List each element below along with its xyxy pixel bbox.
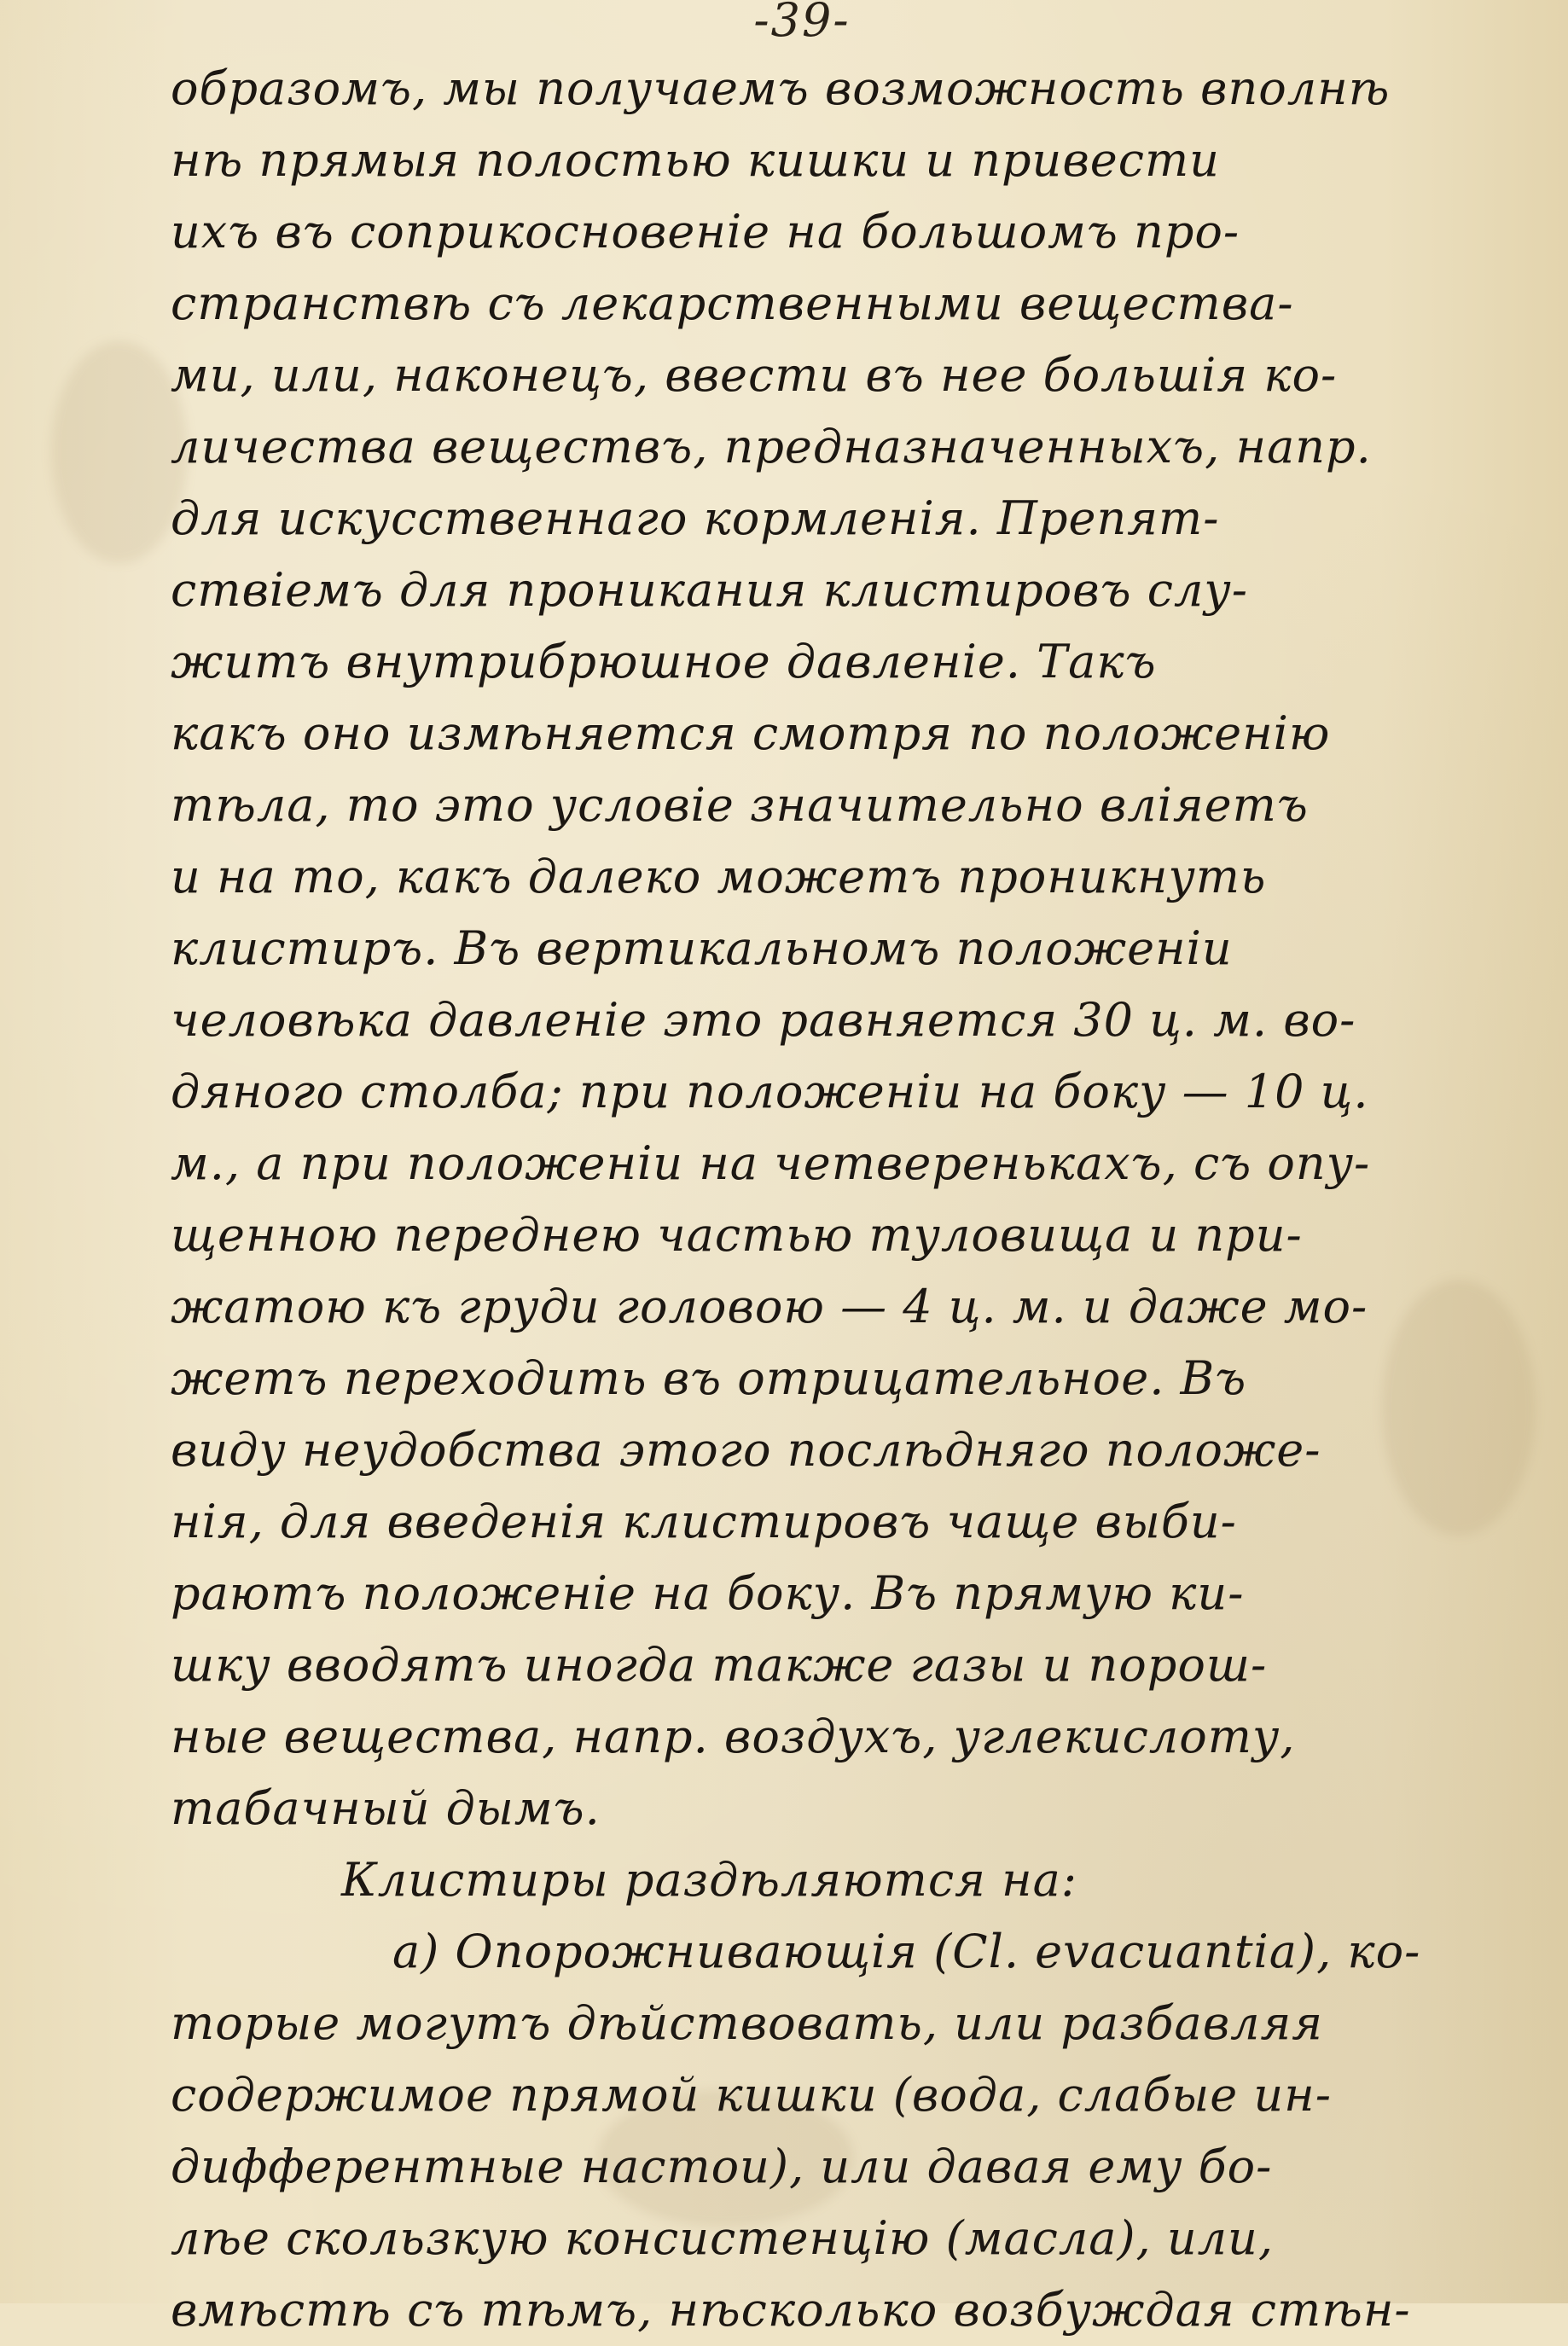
text-line: дяного столба; при положеніи на боку — 10 ц. <box>171 1065 1369 1118</box>
text-line: клистиръ. Въ вертикальномъ положеніи <box>171 921 1233 975</box>
list-item-a: а) Опорожнивающія (Cl. evacuantia), ко- <box>392 1925 1421 1978</box>
text-line: нѣ прямыя полостью кишки и привести <box>171 133 1220 187</box>
text-line: раютъ положеніе на боку. Въ прямую ки- <box>171 1566 1245 1620</box>
text-line: человѣка давленіе это равняется 30 ц. м. во- <box>171 993 1356 1047</box>
text-line: для искусственнаго кормленія. Препят- <box>171 491 1220 545</box>
handwritten-text <box>171 53 1501 2346</box>
text-line: и на то, какъ далеко можетъ проникнуть <box>171 850 1267 903</box>
text-line: содержимое прямой кишки (вода, слабые ин- <box>171 2068 1332 2122</box>
text-line: ствіемъ для проникания клистировъ слу- <box>171 563 1248 617</box>
text-line: ми, или, наконецъ, ввести въ нее большія ко- <box>171 348 1338 402</box>
text-line: образомъ, мы получаемъ возможность вполнѣ <box>171 61 1391 115</box>
text-line: жатою къ груди головою — 4 ц. м. и даже мо- <box>171 1280 1368 1333</box>
text-line: щенною переднею частью туловища и при- <box>171 1208 1303 1262</box>
text-line: м., а при положеніи на четверенькахъ, съ опу- <box>171 1136 1371 1190</box>
text-line: ные вещества, напр. воздухъ, углекислоту, <box>171 1710 1296 1763</box>
text-line: нія, для введенія клистировъ чаще выби- <box>171 1495 1237 1548</box>
text-line: личества веществъ, предназначенныхъ, напр. <box>171 420 1372 473</box>
text-line: дифферентные настои), или давая ему бо- <box>171 2140 1273 2193</box>
text-line: странствѣ съ лекарственными вещества- <box>171 276 1294 330</box>
text-line: житъ внутрибрюшное давленіе. Такъ <box>171 635 1157 688</box>
text-line: жетъ переходить въ отрицательное. Въ <box>171 1351 1247 1405</box>
text-line: лѣе скользкую консистенцію (масла), или, <box>171 2211 1274 2265</box>
page-number: -39- <box>753 0 851 47</box>
text-line: виду неудобства этого послѣдняго положе- <box>171 1423 1321 1477</box>
text-line: тѣла, то это условіе значительно вліяетъ <box>171 778 1309 832</box>
section-heading: Клистиры раздѣляются на: <box>341 1853 1077 1907</box>
text-line: торые могутъ дѣйствовать, или разбавляя <box>171 1996 1324 2050</box>
text-line: какъ оно измѣняется смотря по положенію <box>171 706 1331 760</box>
paper-stain <box>51 341 188 563</box>
text-line: шку вводятъ иногда также газы и порош- <box>171 1638 1268 1692</box>
text-line: табачный дымъ. <box>171 1781 601 1835</box>
text-line: ихъ въ соприкосновеніе на большомъ про- <box>171 205 1240 258</box>
text-line: вмѣстѣ съ тѣмъ, нѣсколько возбуждая стѣн- <box>171 2283 1411 2337</box>
